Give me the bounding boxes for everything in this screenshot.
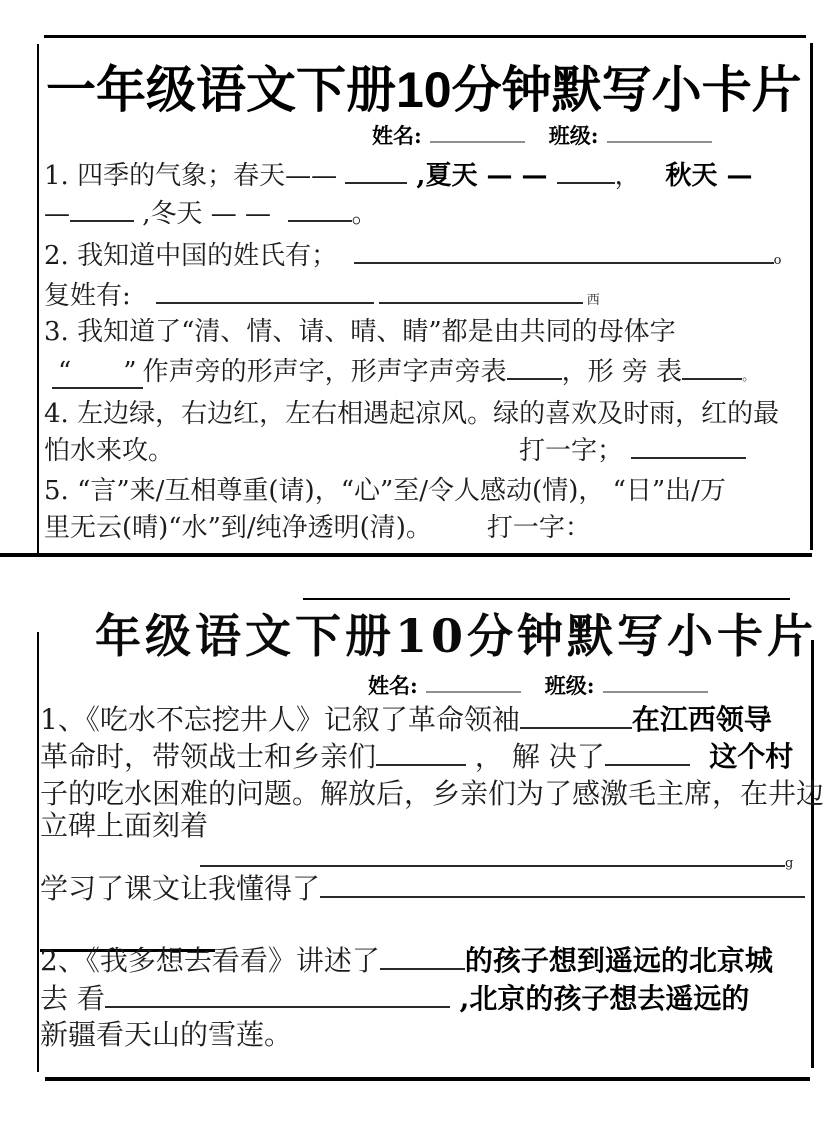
blank-underline <box>320 892 805 898</box>
blank-underline <box>200 861 785 867</box>
card2-q2-line3 <box>40 1017 292 1052</box>
card2-q1-blank-line <box>200 840 793 875</box>
card1-q4-line2 <box>44 435 746 468</box>
card2-border-left <box>37 632 39 1072</box>
text-segment: 1、《吃水不忘挖井人》记叙了革命领袖 <box>40 703 520 736</box>
blank-underline <box>345 178 407 184</box>
card2-q1-line4 <box>40 808 208 843</box>
card1-q5-line1 <box>44 475 726 508</box>
spacer <box>525 142 549 143</box>
text-segment: 打一字： <box>486 513 591 543</box>
text-segment: 班级: <box>548 123 599 148</box>
text-segment: 立碑上面刻着 <box>40 809 209 842</box>
card1-border-top <box>44 35 806 38</box>
blank-underline <box>379 298 583 304</box>
text-segment: 复姓有: <box>44 281 156 311</box>
text-segment: 新疆看天山的雪莲。 <box>40 1018 293 1051</box>
text-segment: ,冬天 — — <box>134 199 288 229</box>
card2-q1-line3 <box>40 776 824 811</box>
text-segment: 怕水来攻。 <box>44 436 175 466</box>
spacer <box>418 692 426 693</box>
text-segment: 打一字； <box>519 436 632 466</box>
text-segment: 子的吃水困难的问题。解放后，乡亲们为了感激毛主席，在井边 <box>40 777 825 810</box>
text-segment: 秋天 — <box>665 161 753 191</box>
card1-q3-line1 <box>44 316 676 349</box>
spacer <box>422 142 430 143</box>
card1-q4-line1 <box>44 398 779 431</box>
text-segment: 5. “言”来/互相尊重(请)，“心”至/令人感动(情)， “日”出/万 <box>44 476 726 506</box>
text-segment: 姓名: <box>372 123 422 148</box>
blank-underline <box>507 374 562 380</box>
text-segment: 2、《我多想去看看》讲述了 <box>40 944 380 977</box>
blank-underline <box>426 687 521 693</box>
card1-title: 一年级语文下册10分钟默写小卡片 <box>46 62 802 118</box>
spacer <box>174 458 519 459</box>
blank-underline <box>605 760 690 766</box>
text-segment: ，形 旁 表 <box>561 357 683 387</box>
card2-q2-line1 <box>40 943 773 978</box>
card1-q2-line2 <box>44 280 600 313</box>
card1-border-bottom <box>0 553 812 557</box>
blank-underline <box>288 216 352 222</box>
text-segment: 姓名: <box>368 673 418 698</box>
blank-underline <box>430 137 525 143</box>
blank-underline <box>603 687 708 693</box>
card1-q1-line2 <box>44 198 378 231</box>
blank-underline <box>354 258 774 264</box>
text-segment: 里无云(晴)“水”到/纯净透明(清)。 <box>44 513 432 543</box>
card1-q2-line1 <box>44 240 781 273</box>
text-segment: 班级: <box>544 673 595 698</box>
text-segment: o <box>773 253 782 268</box>
blank-underline <box>682 374 742 380</box>
card2-q1-line2 <box>40 739 793 774</box>
card1-q3-line2 <box>52 356 755 389</box>
blank-underline <box>380 964 465 970</box>
card2-border-bottom <box>45 1077 810 1081</box>
blank-underline <box>557 178 615 184</box>
card2-border-right <box>811 640 814 1068</box>
text-segment: 西 <box>582 293 600 308</box>
text-segment: 作声旁的形声字，形声字声旁表 <box>142 357 507 387</box>
text-segment: “ ” <box>52 357 143 389</box>
text-segment: 学习了课文让我懂得了 <box>40 872 321 905</box>
text-segment: 。 <box>742 369 756 384</box>
card1-q5-line2 <box>44 512 591 545</box>
card2-q2-line2 <box>40 981 749 1016</box>
card2-q1-line6 <box>40 871 805 906</box>
spacer <box>432 535 487 536</box>
text-segment: 这个村 <box>689 740 794 773</box>
text-segment: 在江西领导 <box>631 703 772 736</box>
card2-name-class-row <box>368 670 708 700</box>
card2-title: 年级语文下册10分钟默写小卡片 <box>95 609 818 663</box>
blank-underline <box>105 1002 450 1008</box>
text-segment: ， <box>614 161 666 191</box>
text-segment: 3. 我知道了“清、情、请、晴、睛”都是由共同的母体字 <box>44 317 676 347</box>
spacer <box>599 142 607 143</box>
spacer <box>521 692 545 693</box>
text-segment: 2. 我知道中国的姓氏有； <box>44 241 354 271</box>
card1-name-class-row <box>372 120 712 150</box>
blank-underline <box>70 216 134 222</box>
card1-border-right <box>810 43 813 550</box>
text-segment: ， 解 决了 <box>466 740 605 773</box>
blank-underline <box>376 760 466 766</box>
text-segment: 去 看 <box>40 982 105 1015</box>
text-segment: 。 <box>351 199 378 229</box>
text-segment: g <box>785 856 794 871</box>
card1-border-left <box>37 44 39 553</box>
blank-underline <box>156 298 374 304</box>
text-segment: ,夏天 — — <box>407 161 557 191</box>
text-segment: 的孩子想到遥远的北京城 <box>464 944 773 977</box>
blank-underline <box>607 137 712 143</box>
text-segment: — <box>44 199 70 229</box>
text-segment: 革命时，带领战士和乡亲们 <box>40 740 377 773</box>
text-segment: 4. 左边绿，右边红，左右相遇起凉风。绿的喜欢及时雨，红的最 <box>44 399 780 429</box>
text-segment: 1. 四季的气象；春天—— <box>44 161 346 191</box>
blank-underline <box>520 723 632 729</box>
card2-q1-line1 <box>40 702 772 737</box>
blank-underline <box>631 453 746 459</box>
card1-q1-line1 <box>44 160 752 193</box>
spacer <box>595 692 603 693</box>
text-segment: ,北京的孩子想去遥远的 <box>449 982 750 1015</box>
